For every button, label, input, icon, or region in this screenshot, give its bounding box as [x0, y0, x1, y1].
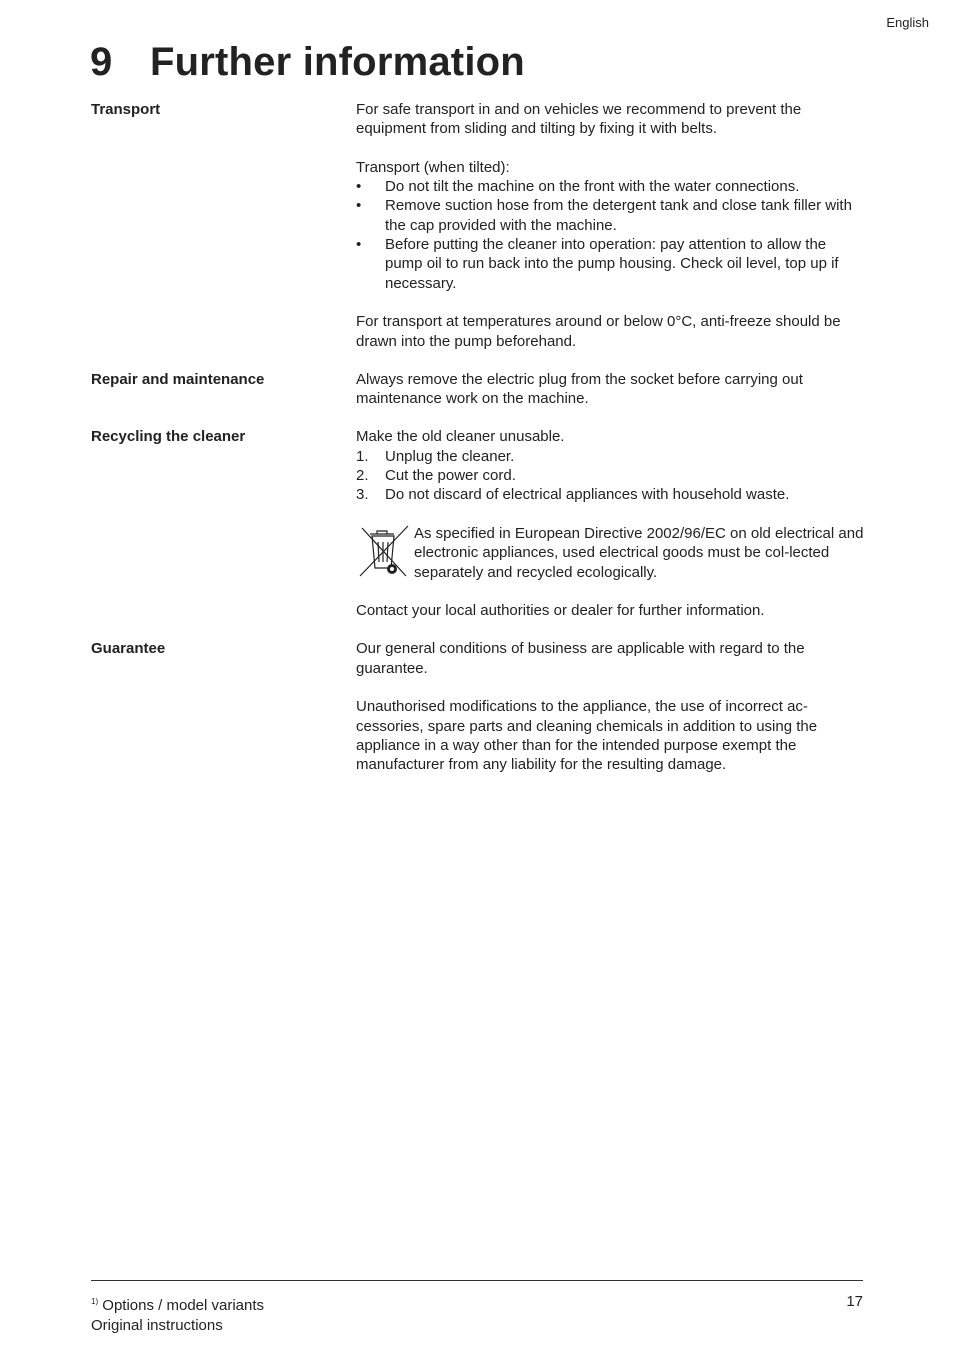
language-label: English — [886, 15, 929, 30]
list-item-text: Do not tilt the machine on the front with the water connections. — [385, 178, 800, 196]
page-number: 17 — [846, 1293, 863, 1310]
list-item — [356, 235, 866, 293]
paragraph: Always remove the electric plug from the socket before carrying out maintenance work on the machine. — [356, 370, 803, 408]
list-item-text: Cut the power cord. — [385, 467, 516, 485]
footnote-mark: 1) — [91, 1297, 99, 1306]
list-item-text: Remove suction hose from the detergent tank and close tank filler with the cap provided with the machine. — [385, 197, 852, 234]
section-body — [356, 427, 866, 620]
bullet-list — [356, 177, 866, 293]
list-item — [356, 447, 866, 466]
list-item — [356, 485, 866, 504]
list-item-text: Before putting the cleaner into operation: pay attention to allow the pump oil to run back into the pump housing. Check oil level, top up if necessary. — [385, 236, 839, 292]
weee-text: As specified in European Directive 2002/96/EC on old electrical and electronic appliances, used electrical goods must be col-lected separately and recycled ecologically. — [414, 524, 864, 581]
section-heading: Repair and maintenance — [91, 370, 265, 388]
list-item — [356, 196, 866, 235]
footnote — [91, 1292, 264, 1316]
list-item — [356, 466, 866, 485]
bullet-marker: • — [356, 178, 362, 196]
content — [91, 100, 866, 794]
paragraph: Our general conditions of business are applicable with regard to the guarantee. — [356, 640, 805, 677]
bullet-marker: • — [356, 197, 362, 215]
section-heading: Transport — [91, 101, 161, 118]
footer-notes — [91, 1292, 264, 1336]
crossed-out-wheelie-bin-icon — [356, 524, 414, 580]
list-item — [356, 177, 866, 196]
section-heading: Guarantee — [91, 640, 166, 658]
section-body — [356, 100, 866, 351]
section-recycling — [91, 427, 866, 620]
list-number: 2. — [356, 467, 369, 485]
list-number: 3. — [356, 486, 369, 504]
paragraph: Contact your local authorities or dealer for further information. — [356, 602, 765, 620]
paragraph: For safe transport in and on vehicles we recommend to prevent the equipment from sliding and tilting by fixing it with belts. — [356, 101, 802, 138]
footnote-text: Options / model variants — [102, 1297, 265, 1314]
paragraph: For transport at temperatures around or below 0°C, anti-freeze should be drawn into the pump beforehand. — [356, 313, 841, 350]
list-number: 1. — [356, 447, 369, 465]
section-repair — [91, 370, 866, 409]
section-guarantee — [91, 639, 866, 774]
chapter-number: 9 — [90, 40, 113, 84]
section-heading: Recycling the cleaner — [91, 428, 246, 446]
weee-notice — [356, 524, 866, 582]
paragraph: Transport (when tilted): — [356, 158, 510, 176]
original-instructions-label: Original instructions — [91, 1317, 223, 1334]
section-transport — [91, 100, 866, 351]
chapter-title — [90, 40, 525, 85]
section-body — [356, 370, 866, 409]
paragraph: Unauthorised modifications to the appliance, the use of incorrect ac-cessories, spare parts and cleaning chemicals in addition to using the appliance in a way other than for the intended purpose exempt the manufacturer from any liability for the resulting damage. — [356, 698, 818, 774]
paragraph: Make the old cleaner unusable. — [356, 428, 565, 446]
list-item-text: Unplug the cleaner. — [385, 447, 515, 465]
section-body — [356, 639, 866, 774]
bullet-marker: • — [356, 236, 362, 254]
chapter-title-text: Further information — [150, 40, 525, 84]
numbered-list — [356, 447, 866, 505]
footer-divider — [91, 1280, 863, 1281]
list-item-text: Do not discard of electrical appliances with household waste. — [385, 486, 790, 504]
